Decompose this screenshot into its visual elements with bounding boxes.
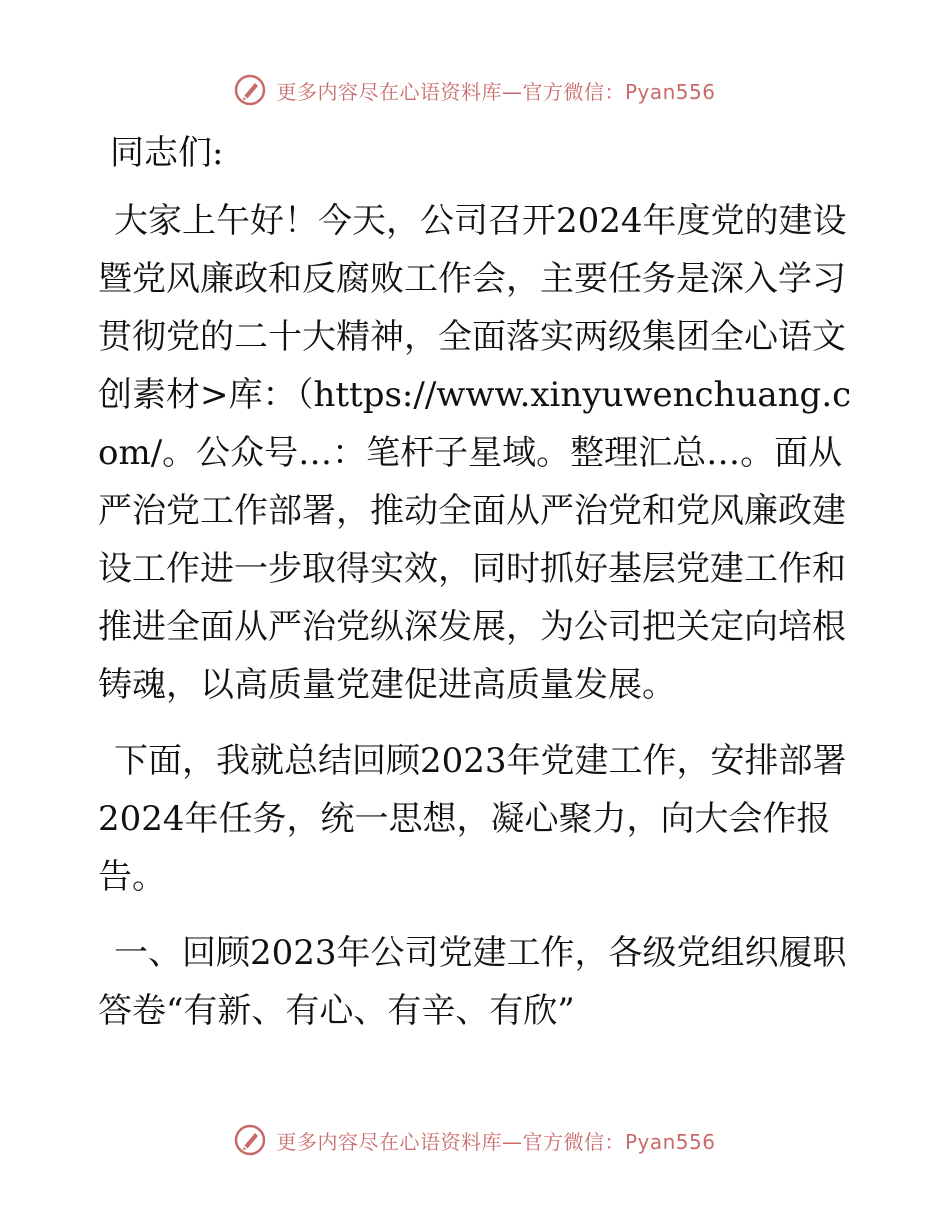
summary-paragraph: 下面，我就总结回顾2023年党建工作，安排部署2024年任务，统一思想，凝心聚力，向大会作报告。	[98, 741, 847, 897]
opening-paragraph: 大家上午好！今天，公司召开2024年度党的建设暨党风廉政和反腐败工作会，主要任务是深入学习贯彻党的二十大精神，全面落实两级集团全心语文创素材>库：（https://www.xinyuwenchuang.com/。公众号…：笔杆子星域。整理汇总…。面从严治党工作部署，推动全面从严治党和党风廉政建设工作进一步取得实效，同时抓好基层党建工作和推进全面从严治党纵深发展，为公司把关定向培根铸魂，以高质量党建促进高质量发展。	[98, 201, 852, 705]
pen-logo-icon	[234, 74, 266, 106]
pen-logo-icon	[234, 1124, 266, 1156]
section-1-title: 一、回顾2023年公司党建工作，各级党组织履职答卷“有新、有心、有辛、有欣”	[98, 933, 847, 1031]
footer-watermark	[0, 1122, 950, 1158]
document-content	[98, 124, 858, 1040]
spacer	[98, 906, 858, 924]
greeting-text: 同志们:	[110, 133, 224, 173]
spacer	[98, 714, 858, 732]
header-watermark	[0, 72, 950, 108]
spacer	[98, 182, 858, 192]
footer-watermark-text: 更多内容尽在心语资料库—官方微信：Pyan556	[276, 1129, 716, 1154]
header-watermark-text: 更多内容尽在心语资料库—官方微信：Pyan556	[276, 79, 716, 104]
